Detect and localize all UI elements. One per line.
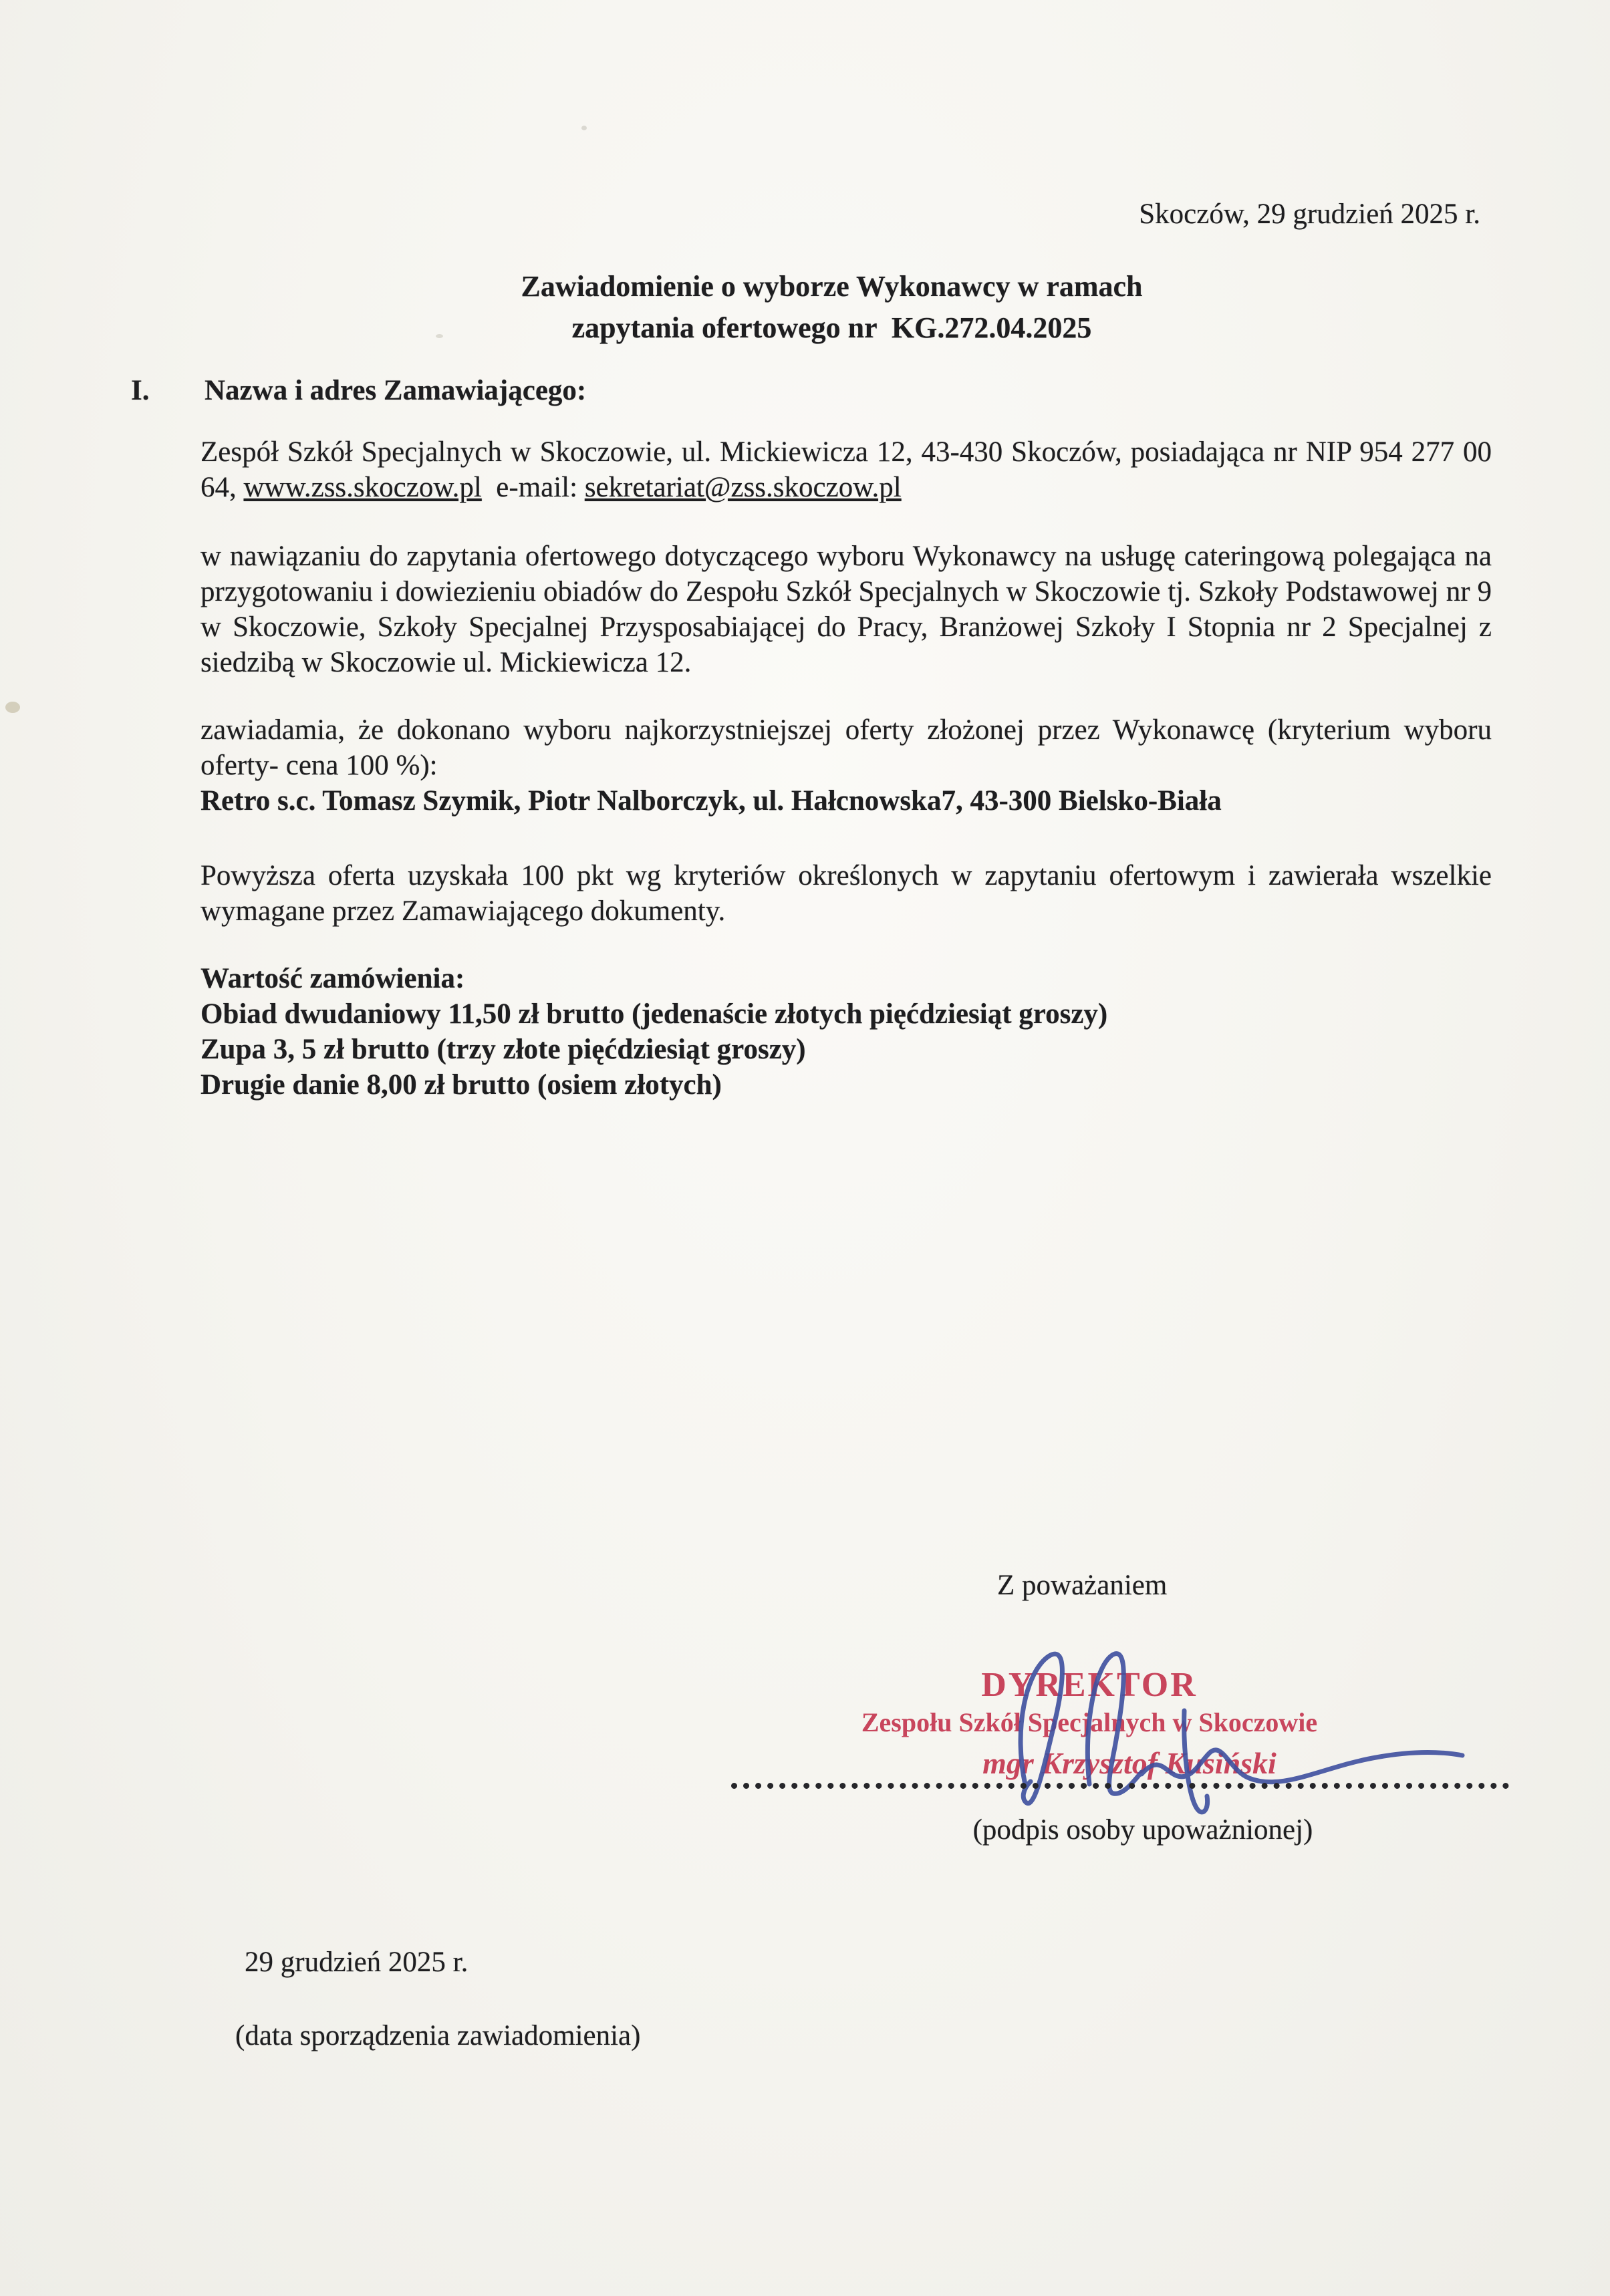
paragraph-address	[200, 434, 1492, 505]
stamp-name: mgr Krzysztof Kusiński	[982, 1746, 1277, 1780]
section-heading: Nazwa i adres Zamawiającego:	[205, 375, 587, 406]
paragraph-notice: zawiadamia, że dokonano wyboru najkorzystniejszej oferty złożonej przez Wykonawcę (kryterium wyboru oferty- cena 100 %):	[200, 714, 1492, 781]
paragraph-score: Powyższa oferta uzyskała 100 pkt wg kryteriów określonych w zapytaniu ofertowym i zawierała wszelkie wymagane przez Zamawiającego dokumenty.	[200, 860, 1492, 927]
stamp-title: DYREKTOR	[981, 1666, 1198, 1704]
scan-speck	[436, 334, 443, 338]
document-title-line1: Zawiadomienie o wyborze Wykonawcy w ramach	[521, 270, 1143, 303]
footer-date: 29 grudzień 2025 r.	[245, 1947, 468, 1978]
signature-caption: (podpis osoby upoważnionej)	[972, 1814, 1313, 1846]
order-value-item-3: Drugie danie 8,00 zł brutto (osiem złotych)	[200, 1069, 722, 1101]
email-label: e-mail:	[481, 472, 585, 503]
document-title	[27, 266, 1610, 349]
document-date: Skoczów, 29 grudzień 2025 r.	[1139, 198, 1480, 230]
stamp-institution: Zespołu Szkół Specjalnych w Skoczowie	[861, 1707, 1318, 1737]
website-link: www.zss.skoczow.pl	[243, 472, 482, 503]
footer-date-caption: (data sporządzenia zawiadomienia)	[235, 2020, 641, 2051]
signature-ink	[962, 1630, 1497, 1824]
order-value-item-1: Obiad dwudaniowy 11,50 zł brutto (jedenaście złotych pięćdziesiąt groszy)	[200, 998, 1108, 1030]
winner-line: Retro s.c. Tomasz Szymik, Piotr Nalborczyk, ul. Hałcnowska7, 43-300 Bielsko-Biała	[200, 785, 1222, 817]
document-title-line2: zapytania ofertowego nr KG.272.04.2025	[571, 311, 1092, 344]
address-text: Zespół Szkół Specjalnych w Skoczowie, ul. Mickiewicza 12, 43-430 Skoczów, posiadająca nr NIP 954 277 00 64,	[200, 436, 1492, 503]
signature-dotted-line	[731, 1783, 1509, 1789]
paragraph-intro: w nawiązaniu do zapytania ofertowego dotyczącego wyboru Wykonawcy na usługę cateringową polegająca na przygotowaniu i dowiezieniu obiadów do Zespołu Szkół Specjalnych w Skoczowie tj. Szkoły Podstawowej nr 9 w Skoczowie, Szkoły Specjalnej Przysposabiającej do Pracy, Branżowej Szkoły I Stopnia nr 2 Specjalnej z siedzibą w Skoczowie ul. Mickiewicza 12.	[200, 541, 1492, 678]
email-link: sekretariat@zss.skoczow.pl	[584, 472, 902, 503]
order-value-item-2: Zupa 3, 5 zł brutto (trzy złote pięćdziesiąt groszy)	[200, 1034, 806, 1065]
section-number: I.	[131, 375, 150, 406]
scan-speck	[5, 702, 20, 713]
order-value-heading: Wartość zamówienia:	[200, 963, 465, 994]
paragraph-notice-block	[200, 712, 1492, 819]
order-value-block	[200, 961, 1492, 1103]
closing-phrase: Z poważaniem	[997, 1570, 1168, 1601]
scan-speck	[581, 126, 587, 130]
